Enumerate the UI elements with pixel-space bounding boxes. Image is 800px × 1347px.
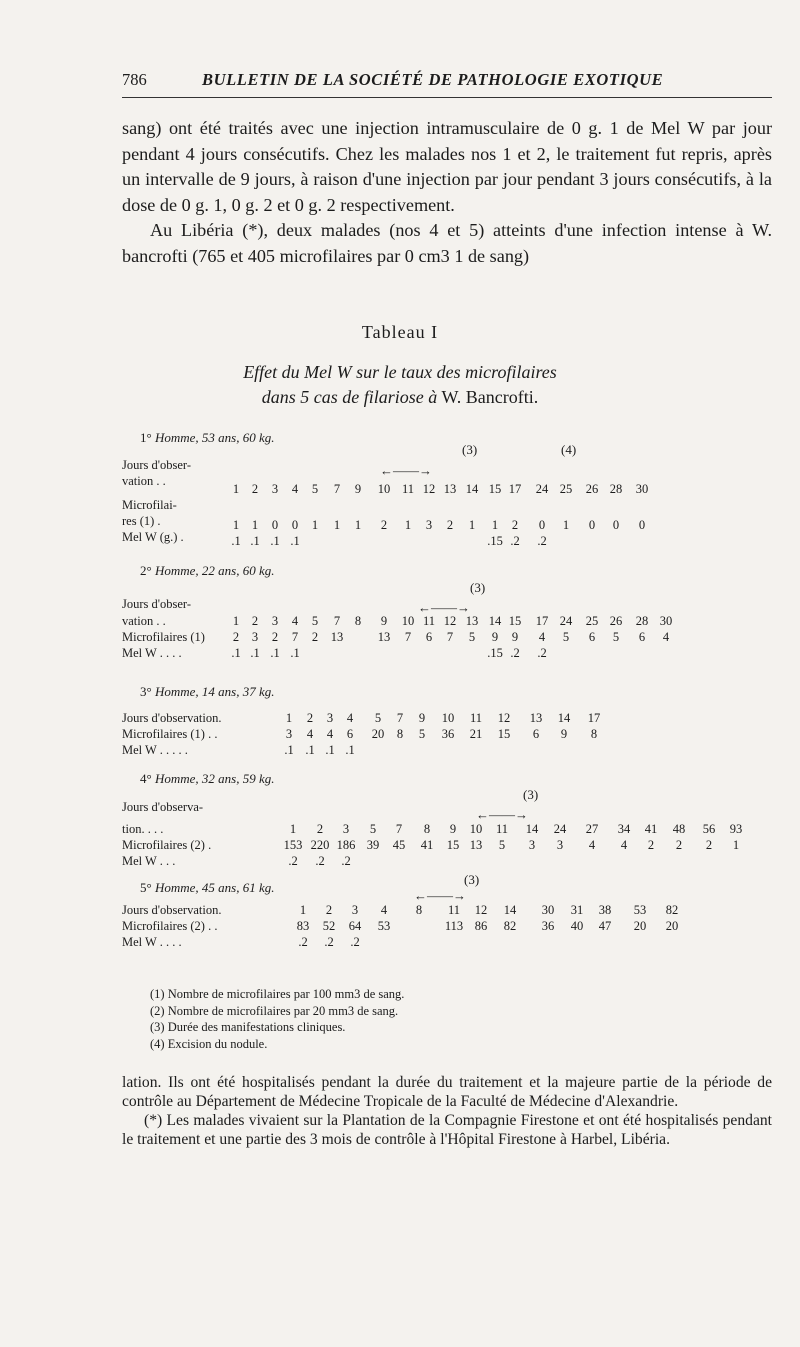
case-description: Homme, 45 ans, 61 kg.: [154, 880, 275, 895]
microfilaria-cell: 13: [330, 630, 344, 644]
microfilaria-cell: 5: [562, 630, 570, 644]
caption-line-1: Effet du Mel W sur le taux des microfilaires: [243, 362, 557, 382]
day-cell: 14: [465, 482, 479, 496]
microfilaria-cell: 0: [291, 518, 299, 532]
day-cell: 8: [415, 903, 423, 917]
running-header: [122, 70, 772, 94]
row-label: res (1) .: [122, 514, 161, 528]
case-description: Homme, 14 ans, 37 kg.: [154, 684, 275, 699]
case-number: 3°: [140, 684, 155, 699]
mel-w-cell: .15: [487, 646, 503, 660]
duration-arrow: ←——→: [418, 600, 470, 615]
mel-w-cell: .2: [315, 854, 325, 868]
day-cell: 14: [557, 711, 571, 725]
day-cell: 1: [285, 711, 293, 725]
microfilaria-cell: 9: [491, 630, 499, 644]
microfilaria-cell: 2: [511, 518, 519, 532]
duration-marker: (3): [464, 872, 480, 887]
mel-w-cell: .1: [231, 534, 241, 548]
microfilaria-cell: 15: [446, 838, 460, 852]
day-cell: 3: [326, 711, 334, 725]
microfilaria-cell: 0: [271, 518, 279, 532]
mel-w-cell: .2: [537, 646, 547, 660]
note-3: (3) Durée des manifestations cliniques.: [150, 1020, 346, 1034]
case-number: 5°: [140, 880, 155, 895]
header-rule: [122, 97, 772, 98]
row-label: vation . .: [122, 474, 166, 488]
caption-line-2-roman: W. Bancrofti.: [441, 387, 539, 407]
day-cell: 4: [291, 614, 299, 628]
day-cell: 7: [333, 614, 341, 628]
microfilaria-cell: 4: [326, 727, 334, 741]
day-cell: 1: [289, 822, 297, 836]
microfilaria-cell: 5: [468, 630, 476, 644]
microfilaria-cell: 7: [446, 630, 454, 644]
day-cell: 11: [469, 711, 483, 725]
day-cell: 4: [291, 482, 299, 496]
day-cell: 7: [395, 822, 403, 836]
microfilaria-cell: 2: [232, 630, 240, 644]
mel-w-cell: .2: [510, 534, 520, 548]
microfilaria-cell: 2: [380, 518, 388, 532]
row-label: Mel W . . . .: [122, 646, 182, 660]
microfilaria-cell: 2: [705, 838, 713, 852]
day-cell: 9: [449, 822, 457, 836]
duration-arrow: ←——→: [380, 463, 432, 478]
day-cell: 41: [644, 822, 658, 836]
microfilaria-cell: 4: [662, 630, 670, 644]
mel-w-cell: .2: [350, 935, 360, 949]
note-1: (1) Nombre de microfilaires par 100 mm3 de sang.: [150, 987, 405, 1001]
microfilaria-cell: 5: [612, 630, 620, 644]
mel-w-cell: .2: [324, 935, 334, 949]
microfilaria-cell: 1: [354, 518, 362, 532]
microfilaria-cell: 1: [491, 518, 499, 532]
day-cell: 17: [587, 711, 601, 725]
day-cell: 9: [354, 482, 362, 496]
microfilaria-cell: 2: [446, 518, 454, 532]
day-cell: 4: [380, 903, 388, 917]
row-label: Mel W (g.) .: [122, 530, 184, 544]
table-caption: [0, 360, 800, 410]
microfilaria-cell: 5: [418, 727, 426, 741]
day-cell: 12: [422, 482, 436, 496]
mel-w-cell: .2: [510, 646, 520, 660]
day-cell: 17: [508, 482, 522, 496]
microfilaria-cell: 113: [444, 919, 464, 933]
day-cell: 9: [418, 711, 426, 725]
day-cell: 13: [443, 482, 457, 496]
mel-w-cell: .1: [270, 534, 280, 548]
case-number: 1°: [140, 430, 155, 445]
day-cell: 27: [585, 822, 599, 836]
case-number: 4°: [140, 771, 155, 786]
microfilaria-cell: 20: [371, 727, 385, 741]
mel-w-cell: .1: [305, 743, 315, 757]
day-cell: 12: [497, 711, 511, 725]
day-cell: 3: [271, 614, 279, 628]
day-cell: 31: [570, 903, 584, 917]
microfilaria-cell: 39: [366, 838, 380, 852]
body-text: [122, 116, 772, 269]
day-cell: 14: [503, 903, 517, 917]
mel-w-cell: .2: [298, 935, 308, 949]
day-cell: 34: [617, 822, 631, 836]
microfilaria-cell: 2: [271, 630, 279, 644]
microfilaria-cell: 2: [311, 630, 319, 644]
microfilaria-cell: 6: [532, 727, 540, 741]
microfilaria-cell: 0: [638, 518, 646, 532]
day-cell: 2: [251, 482, 259, 496]
microfilaria-cell: 9: [560, 727, 568, 741]
day-cell: 48: [672, 822, 686, 836]
day-cell: 2: [325, 903, 333, 917]
microfilaria-cell: 53: [377, 919, 391, 933]
day-cell: 28: [635, 614, 649, 628]
microfilaria-cell: 1: [311, 518, 319, 532]
day-cell: 7: [333, 482, 341, 496]
microfilaria-cell: 13: [377, 630, 391, 644]
microfilaria-cell: 83: [296, 919, 310, 933]
mel-w-cell: .15: [487, 534, 503, 548]
microfilaria-cell: 3: [425, 518, 433, 532]
day-cell: 3: [271, 482, 279, 496]
day-cell: 14: [488, 614, 502, 628]
row-label: Jours d'obser-: [122, 458, 192, 472]
microfilaria-cell: 13: [469, 838, 483, 852]
microfilaria-cell: 36: [441, 727, 455, 741]
day-cell: 24: [559, 614, 573, 628]
microfilaria-cell: 1: [562, 518, 570, 532]
day-cell: 24: [553, 822, 567, 836]
paragraph-2: Au Libéria (*), deux malades (nos 4 et 5) atteints d'une infection intense à W. bancrofti (765 et 405 microfilaires par 0 cm3 1 de sang): [122, 220, 772, 266]
row-label: tion. . . .: [122, 822, 164, 836]
microfilaria-cell: 9: [511, 630, 519, 644]
day-cell: 2: [316, 822, 324, 836]
day-cell: 11: [422, 614, 436, 628]
row-label: Jours d'observation.: [122, 711, 222, 725]
duration-arrow: ←——→: [476, 807, 528, 822]
case-heading: [140, 880, 274, 896]
case-heading: [140, 563, 274, 579]
microfilaria-cell: 1: [732, 838, 740, 852]
day-cell: 56: [702, 822, 716, 836]
microfilaria-cell: 4: [620, 838, 628, 852]
row-label: Jours d'obser-: [122, 597, 192, 611]
row-label: Microfilaires (1): [122, 630, 205, 644]
day-cell: 1: [299, 903, 307, 917]
microfilaria-cell: 3: [251, 630, 259, 644]
day-cell: 24: [535, 482, 549, 496]
microfilaria-cell: 3: [285, 727, 293, 741]
duration-marker: (3): [523, 787, 539, 802]
day-cell: 14: [525, 822, 539, 836]
excision-marker: (4): [561, 442, 577, 457]
row-label: Jours d'observa-: [122, 800, 204, 814]
day-cell: 26: [609, 614, 623, 628]
day-cell: 30: [541, 903, 555, 917]
mel-w-cell: .1: [250, 646, 260, 660]
day-cell: 1: [232, 614, 240, 628]
microfilaria-cell: 1: [333, 518, 341, 532]
mel-w-cell: .2: [288, 854, 298, 868]
day-cell: 11: [401, 482, 415, 496]
caption-line-2-italic: dans 5 cas de filariose à: [261, 387, 438, 407]
day-cell: 11: [495, 822, 509, 836]
duration-arrow: ←——→: [414, 888, 466, 903]
case-heading: [140, 430, 274, 446]
paragraph-1: sang) ont été traités avec une injection intramusculaire de 0 g. 1 de Mel W par jour pendant 4 jours consécutifs. Chez les malades nos 1 et 2, le traitement fut repris, après un intervalle de 9 jours, à raison d'une injection par jour pendant 3 jours consécutifs, à la dose de 0 g. 1, 0 g. 2 et 0 g. 2 respectivement.: [122, 118, 772, 215]
row-label: Mel W . . . . .: [122, 743, 188, 757]
duration-marker: (3): [462, 442, 478, 457]
day-cell: 7: [396, 711, 404, 725]
day-cell: 12: [474, 903, 488, 917]
day-cell: 9: [380, 614, 388, 628]
microfilaria-cell: 20: [665, 919, 679, 933]
table-notes: [150, 986, 404, 1052]
row-label: Mel W . . . .: [122, 935, 182, 949]
footer-text: [122, 1073, 772, 1149]
day-cell: 1: [232, 482, 240, 496]
case-description: Homme, 32 ans, 59 kg.: [154, 771, 275, 786]
duration-marker: (3): [470, 580, 486, 595]
day-cell: 17: [535, 614, 549, 628]
microfilaria-cell: 15: [497, 727, 511, 741]
row-label: Jours d'observation.: [122, 903, 222, 917]
microfilaria-cell: 8: [590, 727, 598, 741]
microfilaria-cell: 82: [503, 919, 517, 933]
day-cell: 30: [659, 614, 673, 628]
day-cell: 2: [306, 711, 314, 725]
microfilaria-cell: 64: [348, 919, 362, 933]
day-cell: 5: [311, 482, 319, 496]
microfilaria-cell: 1: [232, 518, 240, 532]
day-cell: 93: [729, 822, 743, 836]
day-cell: 13: [529, 711, 543, 725]
microfilaria-cell: 3: [528, 838, 536, 852]
microfilaria-cell: 6: [588, 630, 596, 644]
row-label: vation . .: [122, 614, 166, 628]
microfilaria-cell: 2: [675, 838, 683, 852]
microfilaria-cell: 52: [322, 919, 336, 933]
mel-w-cell: .1: [250, 534, 260, 548]
note-4: (4) Excision du nodule.: [150, 1036, 268, 1051]
row-label: Microfilaires (1) . .: [122, 727, 218, 741]
footer-paragraph: lation. Ils ont été hospitalisés pendant la durée du traitement et la majeure partie de la période de contrôle au Département de Médecine Tropicale de la Faculté de Médecine d'Alexandrie.: [122, 1074, 772, 1110]
row-label: Microfilaires (2) .: [122, 838, 212, 852]
day-cell: 10: [469, 822, 483, 836]
day-cell: 28: [609, 482, 623, 496]
table-title: Tableau I: [361, 322, 439, 342]
microfilaria-cell: 41: [420, 838, 434, 852]
day-cell: 25: [585, 614, 599, 628]
day-cell: 30: [635, 482, 649, 496]
microfilaria-cell: 3: [556, 838, 564, 852]
microfilaria-cell: 40: [570, 919, 584, 933]
day-cell: 8: [354, 614, 362, 628]
microfilaria-cell: 21: [469, 727, 483, 741]
microfilaria-cell: 1: [468, 518, 476, 532]
day-cell: 15: [508, 614, 522, 628]
microfilaria-cell: 7: [291, 630, 299, 644]
page-number: 786: [122, 70, 147, 89]
mel-w-cell: .1: [345, 743, 355, 757]
case-description: Homme, 22 ans, 60 kg.: [154, 563, 275, 578]
day-cell: 15: [488, 482, 502, 496]
microfilaria-cell: 186: [336, 838, 356, 852]
microfilaria-cell: 2: [647, 838, 655, 852]
case-number: 2°: [140, 563, 155, 578]
mel-w-cell: .2: [341, 854, 351, 868]
mel-w-cell: .1: [325, 743, 335, 757]
case-heading: [140, 771, 274, 787]
day-cell: 2: [251, 614, 259, 628]
footnote: (*) Les malades vivaient sur la Plantation de la Compagnie Firestone et ont été hospitalisés pendant le traitement et une partie des 3 mois de contrôle à l'Hôpital Firestone à Harbel, Libéria.: [122, 1112, 772, 1148]
microfilaria-cell: 7: [404, 630, 412, 644]
microfilaria-cell: 5: [498, 838, 506, 852]
microfilaria-cell: 1: [404, 518, 412, 532]
day-cell: 25: [559, 482, 573, 496]
microfilaria-cell: 0: [612, 518, 620, 532]
day-cell: 3: [351, 903, 359, 917]
microfilaria-cell: 47: [598, 919, 612, 933]
row-label: Mel W . . .: [122, 854, 176, 868]
note-2: (2) Nombre de microfilaires par 20 mm3 de sang.: [150, 1003, 399, 1018]
mel-w-cell: .1: [290, 646, 300, 660]
microfilaria-cell: 220: [310, 838, 330, 852]
microfilaria-cell: 6: [425, 630, 433, 644]
day-cell: 10: [441, 711, 455, 725]
microfilaria-cell: 1: [251, 518, 259, 532]
microfilaria-cell: 4: [538, 630, 546, 644]
case-description: Homme, 53 ans, 60 kg.: [154, 430, 275, 445]
mel-w-cell: .1: [270, 646, 280, 660]
day-cell: 26: [585, 482, 599, 496]
microfilaria-cell: 0: [588, 518, 596, 532]
journal-title: BULLETIN DE LA SOCIÉTÉ DE PATHOLOGIE EXOTIQUE: [202, 70, 664, 89]
row-label: Microfilai-: [122, 498, 177, 512]
day-cell: 38: [598, 903, 612, 917]
day-cell: 13: [465, 614, 479, 628]
microfilaria-cell: 20: [633, 919, 647, 933]
day-cell: 53: [633, 903, 647, 917]
day-cell: 4: [346, 711, 354, 725]
mel-w-cell: .2: [537, 534, 547, 548]
microfilaria-cell: 0: [538, 518, 546, 532]
row-label: Microfilaires (2) . .: [122, 919, 218, 933]
microfilaria-cell: 6: [638, 630, 646, 644]
mel-w-cell: .1: [231, 646, 241, 660]
day-cell: 12: [443, 614, 457, 628]
microfilaria-cell: 153: [283, 838, 303, 852]
microfilaria-cell: 36: [541, 919, 555, 933]
mel-w-cell: .1: [284, 743, 294, 757]
microfilaria-cell: 6: [346, 727, 354, 741]
mel-w-cell: .1: [290, 534, 300, 548]
microfilaria-cell: 86: [474, 919, 488, 933]
day-cell: 10: [401, 614, 415, 628]
day-cell: 5: [369, 822, 377, 836]
microfilaria-cell: 4: [588, 838, 596, 852]
day-cell: 5: [374, 711, 382, 725]
day-cell: 5: [311, 614, 319, 628]
microfilaria-cell: 8: [396, 727, 404, 741]
day-cell: 11: [447, 903, 461, 917]
day-cell: 82: [665, 903, 679, 917]
day-cell: 3: [342, 822, 350, 836]
microfilaria-cell: 45: [392, 838, 406, 852]
day-cell: 8: [423, 822, 431, 836]
microfilaria-cell: 4: [306, 727, 314, 741]
case-heading: [140, 684, 274, 700]
day-cell: 10: [377, 482, 391, 496]
